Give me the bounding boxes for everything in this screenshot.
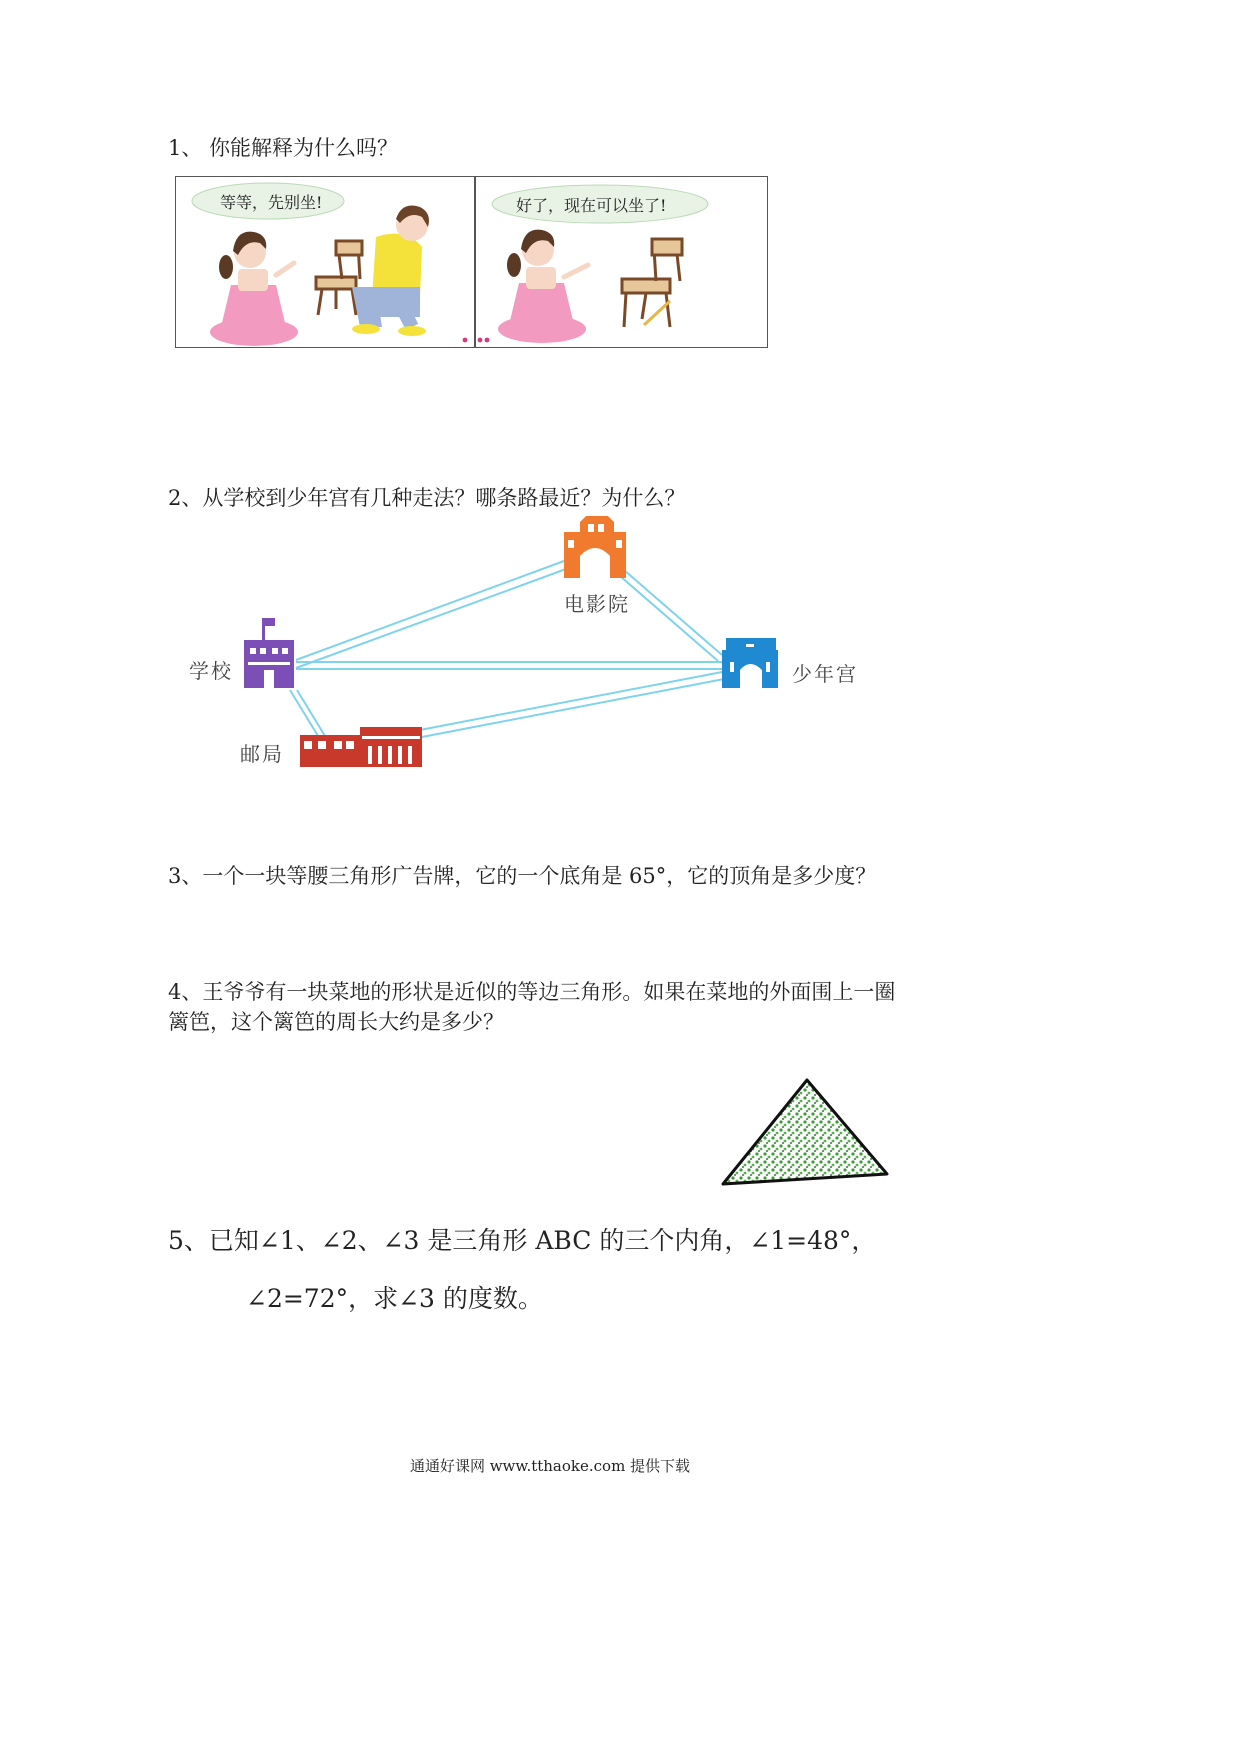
- vegetable-field-triangle: [715, 1072, 900, 1194]
- school-building-icon: [244, 618, 294, 688]
- question-1: 1、 你能解释为什么吗？: [168, 136, 399, 160]
- question-4-line-1: 4、王爷爷有一块菜地的形状是近似的等边三角形。如果在菜地的外面围上一圈: [168, 980, 896, 1004]
- youth-palace-label: 少年宫: [792, 662, 858, 686]
- cinema-building-icon: [564, 516, 626, 578]
- school-label: 学校: [189, 659, 233, 683]
- cinema-label: 电影院: [564, 592, 630, 616]
- road-school-youth-palace: [296, 662, 722, 669]
- question-5-line-1: 5、已知∠1、∠2、∠3 是三角形 ABC 的三个内角，∠1=48°，: [168, 1226, 877, 1255]
- question-5-line-2: ∠2=72°，求∠3 的度数。: [246, 1284, 543, 1313]
- question-2: 2、从学校到少年宫有几种走法？哪条路最近？为什么？: [168, 486, 686, 510]
- post-office-building-icon: [300, 727, 422, 767]
- youth-palace-building-icon: [722, 638, 778, 688]
- right-bubble-text: 好了，现在可以坐了!: [516, 196, 667, 215]
- road-school-post-office: [290, 690, 325, 736]
- road-post-office-youth-palace: [420, 672, 724, 737]
- question-3: 3、一个一块等腰三角形广告牌，它的一个底角是 65°，它的顶角是多少度？: [168, 864, 877, 888]
- road-cinema-youth-palace: [620, 570, 722, 661]
- post-office-label: 邮局: [240, 742, 284, 766]
- question-4-line-2: 篱笆，这个篱笆的周长大约是多少？: [168, 1010, 504, 1034]
- road-school-cinema: [296, 561, 566, 668]
- left-bubble-text: 等等，先别坐!: [220, 193, 323, 212]
- footer-credit: 通通好课网 www.tthaoke.com 提供下载: [409, 1457, 691, 1475]
